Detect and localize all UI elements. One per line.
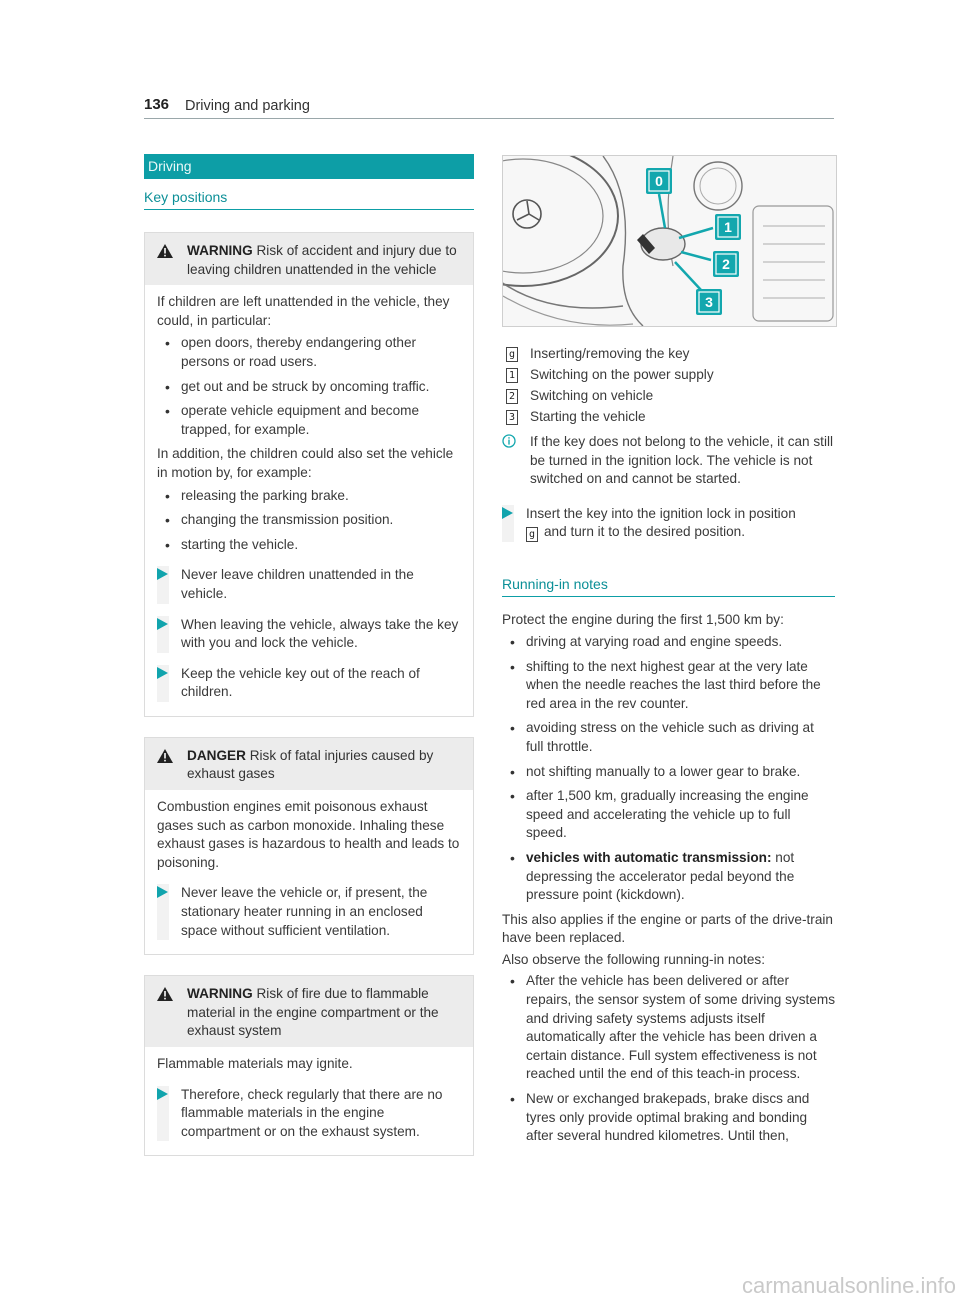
section-title: Driving [144,154,474,179]
page-chapter-title: Driving and parking [185,98,310,114]
list-item-text: not depressing the accelerator pedal beyond the pressure point (kickdown). [526,849,795,903]
warning-box-fire [144,975,474,1156]
list-item: • driving at varying road and engine speeds. [526,633,835,652]
watermark: carmanualsonline.info [741,1273,956,1299]
action-arrow-icon [157,568,168,580]
warning-label: WARNING [187,986,253,1002]
warning-header [145,233,473,285]
warning-triangle-icon [157,749,173,763]
page-header [144,96,834,119]
legend-text: Switching on vehicle [530,388,654,403]
bold-label: vehicles with automatic transmission: [526,849,772,865]
list-item: • New or exchanged brakepads, brake discs and tyres only provide optimal braking and bonding after several hundred kilometres. Until then, [526,1090,835,1146]
danger-header [145,738,473,790]
action-step [157,1086,461,1142]
action-arrow-icon [502,507,513,519]
callout-badge-0 [646,168,672,194]
warning-box-children [144,232,474,717]
action-step [157,884,461,940]
callout-badge-1 [715,214,741,240]
key-position-symbol: 3 [506,410,518,425]
action-step [502,505,835,543]
warning-title: Risk of accident and injury due to leaving children unattended in the vehicle [187,243,457,277]
warning-body [145,1047,473,1155]
also-applies-text: This also applies if the engine or parts of the drive-train have been replaced. [502,911,833,946]
warning-title: Risk of fire due to flammable material in the engine compartment or the exhaust system [187,986,439,1039]
list-item: • shifting to the next highest gear at the very late when the needle reaches the last third before the red area in the rev counter. [526,658,835,714]
warning-body [145,285,473,716]
list-item: • open doors, thereby endangering other persons or road users. [181,334,461,371]
warning-triangle-icon [157,244,173,258]
legend-text: Switching on the power supply [530,367,714,382]
list-item: • not shifting manually to a lower gear to brake. [526,763,835,782]
action-arrow-icon [157,667,168,679]
warning-header [145,976,473,1047]
callout-badge-2 [713,251,739,277]
key-position-symbol: 2 [506,389,518,404]
key-position-symbol: 1 [506,368,518,383]
observe-bullets [502,972,835,1145]
danger-body [145,790,473,954]
action-text: Keep the vehicle key out of the reach of children. [181,665,420,700]
action-arrow-icon [157,886,168,898]
action-arrow-icon [157,1088,168,1100]
warning-intro-2: In addition, the children could also set the vehicle in motion by, for example: [157,446,454,480]
ignition-key-figure [502,155,837,327]
action-step [157,616,461,653]
right-column [502,155,835,1152]
warning-intro: If children are left unattended in the vehicle, they could, in particular: [157,294,450,328]
list-item: • releasing the parking brake. [181,487,461,506]
legend-item [502,366,835,387]
list-item: • changing the transmission position. [181,511,461,530]
info-note [502,433,835,489]
subsection-title: Key positions [144,185,474,210]
also-observe-text: Also observe the following running-in notes: [502,951,765,967]
action-text: Insert the key into the ignition lock in position [526,505,796,521]
info-icon [502,434,516,448]
running-intro: Protect the engine during the first 1,500 km by: [502,612,784,628]
callout-label: 3 [705,294,713,310]
running-in-body [502,611,835,1145]
legend-text: Inserting/removing the key [530,346,690,361]
left-column [144,154,474,1156]
key-position-symbol: g [526,527,538,542]
warning-triangle-icon [157,987,173,1001]
danger-text: Combustion engines emit poisonous exhaust gases such as carbon monoxide. Inhaling these exhaust gases is hazardous to health and leads to poisoning. [157,799,460,870]
action-text: Never leave the vehicle or, if present, the stationary heater running in an enclosed space without sufficient ventilation. [181,885,428,938]
list-item: • After the vehicle has been delivered or after repairs, the sensor system of some driving systems and driving safety systems adjusts itself automatically after the vehicle has been driven a certain distance. Full system effectiveness is not reached until the end of this teach-in process. [526,972,835,1084]
list-item: • avoiding stress on the vehicle such as driving at full throttle. [526,719,835,756]
action-arrow-icon [157,618,168,630]
running-bullets [502,633,835,905]
callout-label: 0 [655,173,663,189]
callout-badge-3 [696,289,722,315]
warning-bullets-2 [157,487,461,555]
list-item: • get out and be struck by oncoming traffic. [181,378,461,397]
warning-text: Flammable materials may ignite. [157,1056,353,1071]
legend-text: Starting the vehicle [530,409,646,424]
list-item: • starting the vehicle. [181,536,461,555]
figure-legend [502,345,835,429]
legend-item [502,345,835,366]
legend-item [502,408,835,429]
note-text: If the key does not belong to the vehicle, it can still be turned in the ignition lock. The vehicle is not switched on and cannot be started. [530,434,834,487]
danger-title: Risk of fatal injuries caused by exhaust gases [187,747,434,782]
action-text: When leaving the vehicle, always take the key with you and lock the vehicle. [181,616,459,651]
callout-label: 1 [724,219,732,235]
warning-bullets [157,334,461,439]
list-item [526,849,835,905]
subsection-title-running-in: Running-in notes [502,572,835,597]
danger-box-exhaust [144,737,474,955]
action-step [157,566,461,603]
warning-label: WARNING [187,243,253,258]
list-item: • after 1,500 km, gradually increasing the engine speed and accelerating the vehicle up to full speed. [526,787,835,843]
action-text: Never leave children unattended in the vehicle. [181,567,414,601]
legend-item [502,387,835,408]
action-step [157,665,461,702]
action-text: Therefore, check regularly that there are no flammable materials in the engine compartment or on the exhaust system. [181,1086,443,1139]
callout-label: 2 [722,256,730,272]
ignition-illustration [503,156,836,326]
list-item: • operate vehicle equipment and become trapped, for example. [181,402,461,439]
danger-label: DANGER [187,747,246,763]
page-number: 136 [144,96,170,113]
key-position-symbol: g [506,347,518,362]
action-text-2: and turn it to the desired position. [544,524,746,540]
